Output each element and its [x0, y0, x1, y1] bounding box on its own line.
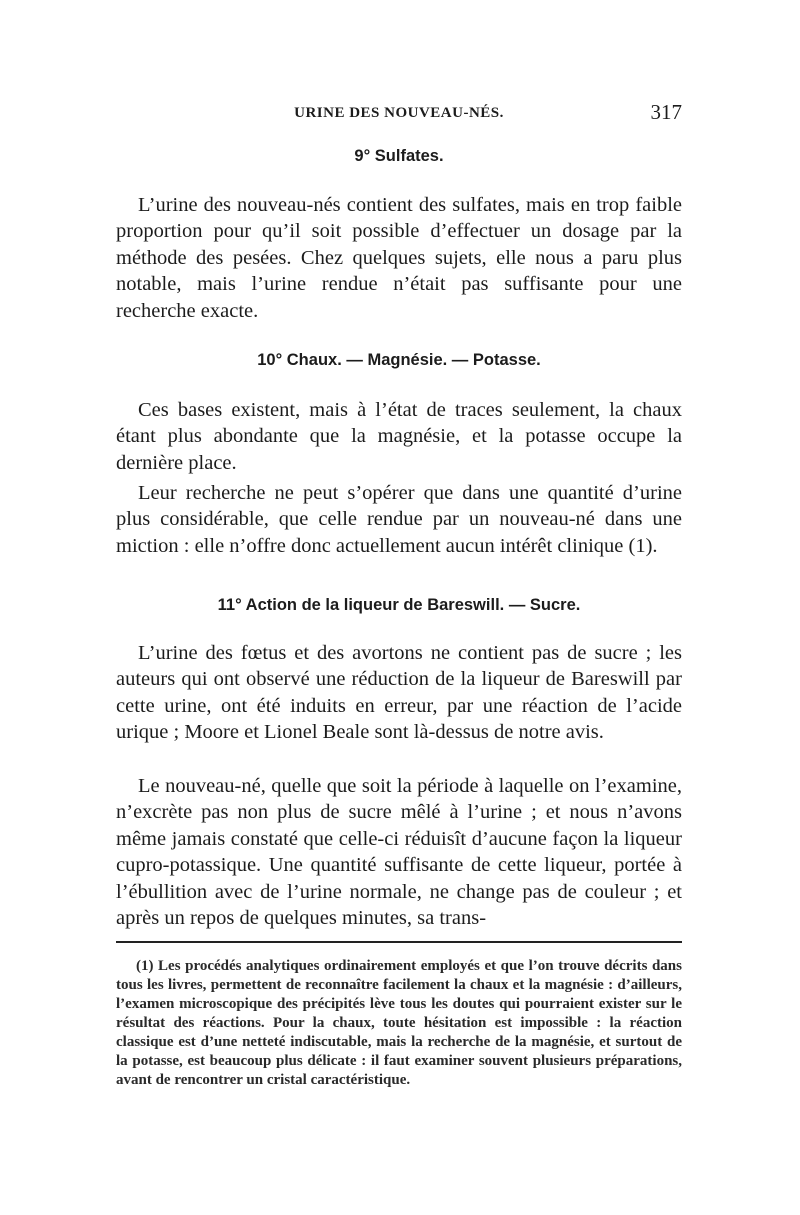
section-heading-sulfates: 9° Sulfates.	[354, 147, 444, 165]
section-heading-bareswill-sucre: 11° Action de la liqueur de Bareswill. — Sucre.	[217, 596, 581, 614]
paragraph-bases-traces: Ces bases existent, mais à l’état de traces seulement, la chaux étant plus abondante que la magnésie, et la potasse occupe la dernière place.	[116, 399, 682, 474]
running-title: URINE DES NOUVEAU-NÉS.	[294, 105, 504, 121]
paragraph-urine-foetus: L’urine des fœtus et des avortons ne contient pas de sucre ; les auteurs qui ont observé une réduction de la liqueur de Bareswill par cette urine, ont été induits en erreur, par une réaction de l’acide urique ; Moore et Lionel Beale sont là-dessus de notre avis.	[116, 642, 682, 744]
paragraph-sulfates: L’urine des nouveau-nés contient des sulfates, mais en trop faible proportion pour qu’il soit possible d’effectuer un dosage par la méthode des pesées. Chez quelques sujets, elle nous a paru plus notable, mais l’urine rendue n’était pas suffisante pour une recherche exacte.	[116, 194, 682, 322]
footnote-separator	[116, 941, 682, 943]
page-number: 317	[650, 100, 682, 124]
running-head	[116, 100, 682, 126]
footnote: (1) Les procédés analytiques ordinairement employés et que l’on trouve décrits dans tous les livres, permettent de reconnaître facilement la chaux et la magnésie : d’ailleurs, l’examen microscopique des précipités lève tous les doutes qui pourraient exister sur le résultat des réactions. Pour la chaux, toute hésitation est impossible : la réaction classique est d’une netteté indiscutable, mais la recherche de la magnésie, et surtout de la potasse, est beaucoup plus délicate : il faut examiner souvent plusieurs préparations, avant de rencontrer un cristal caractéristique.	[116, 958, 682, 1088]
section-heading-chaux-magnesie-potasse: 10° Chaux. — Magnésie. — Potasse.	[257, 351, 541, 369]
paragraph-nouveau-ne-sucre: Le nouveau-né, quelle que soit la période à laquelle on l’examine, n’excrète pas non plus de sucre mêlé à l’urine ; et nous n’avons même jamais constaté que celle-ci réduisît d’aucune façon la liqueur cupro-potassique. Une quantité suffisante de cette liqueur, portée à l’ébullition avec de l’urine normale, ne change pas de couleur ; et après un repos de quelques minutes, sa trans-	[116, 775, 682, 930]
paragraph-recherche-bases: Leur recherche ne peut s’opérer que dans une quantité d’urine plus considérable, que celle rendue par un nouveau-né dans une miction : elle n’offre donc actuellement aucun intérêt clinique (1).	[116, 482, 682, 557]
